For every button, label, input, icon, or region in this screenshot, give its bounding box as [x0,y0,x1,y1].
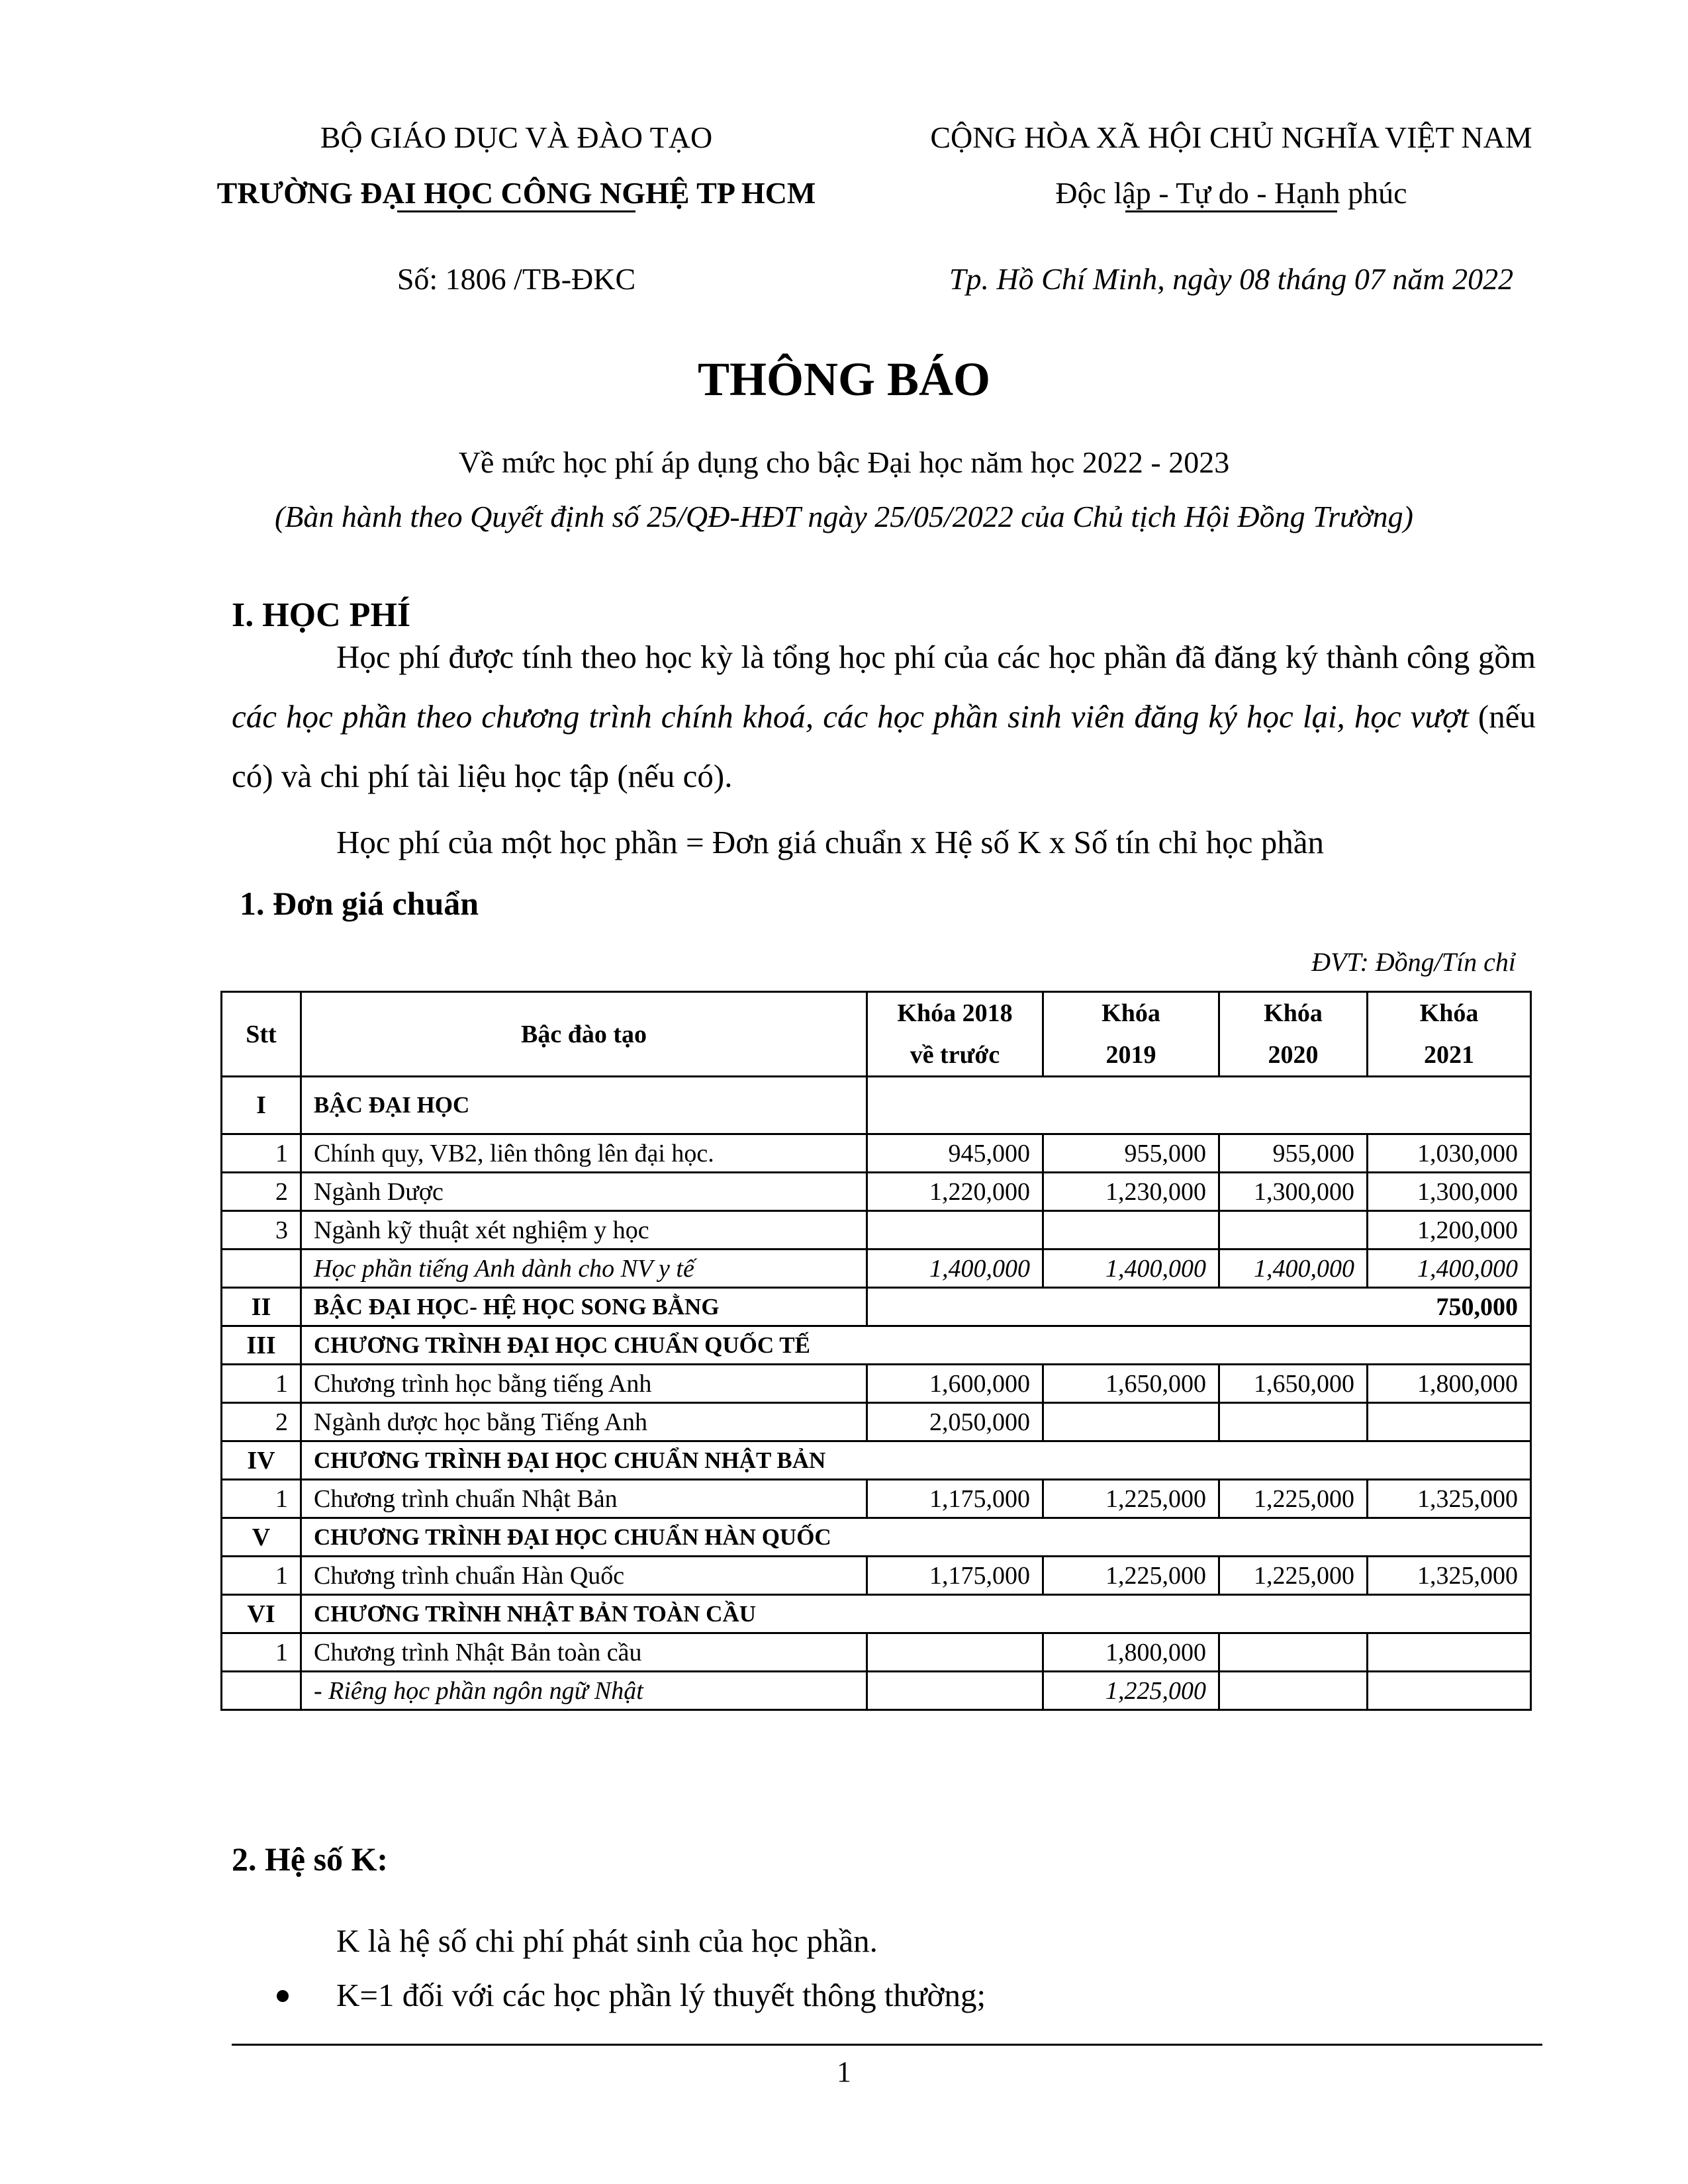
bullet-icon [277,1990,289,2002]
table-section-row: IV CHƯƠNG TRÌNH ĐẠI HỌC CHUẨN NHẬT BẢN [222,1441,1531,1480]
k-bullet-1: K=1 đối với các học phần lý thuyết thông thường; [336,1977,986,2013]
col-header-2020-sub: 2020 [1219,1034,1368,1077]
table-section-row: VI CHƯƠNG TRÌNH NHẬT BẢN TOÀN CẦU [222,1595,1531,1633]
page-number: 1 [837,2056,851,2088]
col-header-level: Bậc đào tạo [301,992,867,1077]
section-1-heading: I. HỌC PHÍ [232,596,411,634]
ministry-name: BỘ GIÁO DỤC VÀ ĐÀO TẠO [320,120,713,154]
table-row: 2 Ngành Dược 1,220,000 1,230,000 1,300,000 1,300,000 [222,1173,1531,1211]
col-header-2018: Khóa 2018 [867,992,1043,1034]
national-motto: Độc lập - Tự do - Hạnh phúc [1055,176,1407,210]
republic-name: CỘNG HÒA XÃ HỘI CHỦ NGHĨA VIỆT NAM [930,120,1532,154]
table-section-row: III CHƯƠNG TRÌNH ĐẠI HỌC CHUẨN QUỐC TẾ [222,1326,1531,1365]
table-row: 2 Ngành dược học bằng Tiếng Anh 2,050,000 [222,1403,1531,1441]
table-row: - Riêng học phần ngôn ngữ Nhật 1,225,000 [222,1672,1531,1710]
k-definition: K là hệ số chi phí phát sinh của học phần. [336,1923,878,1959]
table-row: 1 Chính quy, VB2, liên thông lên đại học. 945,000 955,000 955,000 1,030,000 [222,1134,1531,1173]
school-underline [397,210,635,212]
table-row: 3 Ngành kỹ thuật xét nghiệm y học 1,200,000 [222,1211,1531,1250]
place-and-date: Tp. Hồ Chí Minh, ngày 08 tháng 07 năm 2022 [949,262,1514,296]
table-row: Học phần tiếng Anh dành cho NV y tế 1,400,000 1,400,000 1,400,000 1,400,000 [222,1250,1531,1288]
col-header-2021: Khóa [1368,992,1531,1034]
table-section-row: I BẬC ĐẠI HỌC [222,1077,1531,1134]
document-number: Số: 1806 /TB-ĐKC [397,262,636,296]
motto-underline [1125,210,1337,212]
notice-subtitle: Về mức học phí áp dụng cho bậc Đại học năm học 2022 - 2023 [458,445,1230,479]
paragraph-text-end: (nếu có) và chi phí tài liệu học tập (nếu có). [232,698,1536,794]
school-name: TRƯỜNG ĐẠI HỌC CÔNG NGHỆ TP HCM [216,176,816,210]
table-row: 1 Chương trình chuẩn Hàn Quốc 1,175,000 1,225,000 1,225,000 1,325,000 [222,1557,1531,1595]
subsection-1-heading: 1. Đơn giá chuẩn [240,885,479,922]
section-1-paragraph [232,627,1536,806]
col-header-2019-sub: 2019 [1043,1034,1219,1077]
table-section-row: V CHƯƠNG TRÌNH ĐẠI HỌC CHUẨN HÀN QUỐC [222,1518,1531,1557]
table-row: 1 Chương trình học bằng tiếng Anh 1,600,000 1,650,000 1,650,000 1,800,000 [222,1365,1531,1403]
table-row: 1 Chương trình chuẩn Nhật Bản 1,175,000 1,225,000 1,225,000 1,325,000 [222,1480,1531,1518]
tuition-fee-table [220,991,1532,1711]
notice-subtitle-note: (Bàn hành theo Quyết định số 25/QĐ-HĐT ngày 25/05/2022 của Chủ tịch Hội Đồng Trường) [274,500,1414,533]
col-header-2021-sub: 2021 [1368,1034,1531,1077]
table-section-row: II BẬC ĐẠI HỌC- HỆ HỌC SONG BẰNG 750,000 [222,1288,1531,1326]
paragraph-text-start: Học phí được tính theo học kỳ là tổng học phí của các học phần đã đăng ký thành công gồm [336,639,1536,675]
col-header-2019: Khóa [1043,992,1219,1034]
unit-note: ĐVT: Đồng/Tín chỉ [1311,947,1516,977]
col-header-2020: Khóa [1219,992,1368,1034]
notice-title: THÔNG BÁO [697,353,991,406]
fee-formula: Học phí của một học phần = Đơn giá chuẩn x Hệ số K x Số tín chỉ học phần [336,824,1324,860]
footer-rule [232,2044,1542,2046]
subsection-2-heading: 2. Hệ số K: [232,1841,389,1878]
col-header-stt: Stt [222,992,301,1077]
paragraph-italic-text: các học phần theo chương trình chính khoá, các học phần sinh viên đăng ký học lại, học vượt [232,698,1469,735]
table-row: 1 Chương trình Nhật Bản toàn cầu 1,800,000 [222,1633,1531,1672]
col-header-2018-sub: về trước [867,1034,1043,1077]
